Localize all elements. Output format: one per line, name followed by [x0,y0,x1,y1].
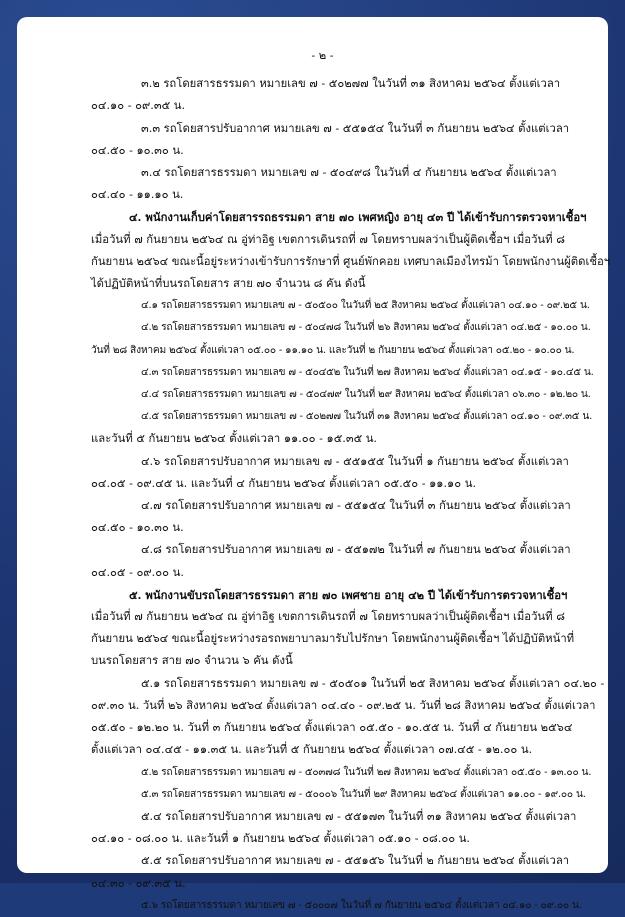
text-line: ๔.๘ รถโดยสารปรับอากาศ หมายเลข ๗ - ๕๕๑๗๒ ในวันที่ ๗ กันยายน ๒๕๖๔ ตั้งแต่เวลา [141,543,571,557]
text-line: ๓.๔ รถโดยสารธรรมดา หมายเลข ๗ - ๕๐๔๙๘ ในวันที่ ๔ กันยายน ๒๕๖๔ ตั้งแต่เวลา [141,166,557,180]
page-number: - ๒ - [311,49,334,62]
text-line: กันยายน ๒๕๖๔ ขณะนี้อยู่ระหว่างเข้ารับการรักษาที่ ศูนย์พักคอย เทศบาลเมืองไทรม้า โดยพนักงานผู้ติดเชื้อฯ [91,254,611,268]
text-line: ๕.๑ รถโดยสารธรรมดา หมายเลข ๗ - ๕๐๕๐๑ ในวันที่ ๒๕ สิงหาคม ๒๕๖๔ ตั้งแต่เวลา ๐๔.๒๐ - [141,676,605,690]
document-page [17,17,611,911]
text-line: ๐๕.๕๐ - ๑๒.๒๐ น. วันที่ ๓ กันยายน ๒๕๖๔ ตั้งแต่เวลา ๐๕.๕๐ - ๑๐.๕๕ น. วันที่ ๔ กันยายน ๒๕๖๔ [91,721,573,735]
text-line: ๐๔.๐๕ - ๐๙.๐๐ น. [91,565,184,579]
text-line: ๔. พนักงานเก็บค่าโดยสารรถธรรมดา สาย ๗๐ เพศหญิง อายุ ๔๓ ปี ได้เข้ารับการตรวจหาเชื้อฯ [129,210,587,225]
text-line: ได้ปฏิบัติหน้าที่บนรถโดยสาร สาย ๗๐ จำนวน ๘ คัน ดังนี้ [91,277,366,291]
text-line: เมื่อวันที่ ๗ กันยายน ๒๕๖๔ ณ อู่ท่าอิฐ เขตการเดินรถที่ ๗ โดยทราบผลว่าเป็นผู้ติดเชื้อฯ เมื่อวันที่ ๘ [91,610,565,624]
text-line: บนรถโดยสาร สาย ๗๐ จำนวน ๖ คัน ดังนี้ [91,654,293,668]
text-line: ตั้งแต่เวลา ๐๔.๔๕ - ๑๑.๓๕ น. และวันที่ ๕ กันยายน ๒๕๖๔ ตั้งแต่เวลา ๐๗.๔๕ - ๑๒.๐๐ น. [91,743,533,757]
text-line: ๓.๓ รถโดยสารปรับอากาศ หมายเลข ๗ - ๕๕๑๕๔ ในวันที่ ๓ กันยายน ๒๕๖๔ ตั้งแต่เวลา [141,121,570,135]
text-line: ๕.๕ รถโดยสารปรับอากาศ หมายเลข ๗ - ๕๕๑๕๖ ในวันที่ ๒ กันยายน ๒๕๖๔ ตั้งแต่เวลา [141,854,570,868]
text-line: ๔.๖ รถโดยสารปรับอากาศ หมายเลข ๗ - ๕๕๑๕๕ ในวันที่ ๑ กันยายน ๒๕๖๔ ตั้งแต่เวลา [141,454,569,468]
document-body [91,73,611,917]
text-line: เมื่อวันที่ ๗ กันยายน ๒๕๖๔ ณ อู่ท่าอิฐ เขตการเดินรถที่ ๗ โดยทราบผลว่าเป็นผู้ติดเชื้อฯ เมื่อวันที่ ๘ [91,232,565,246]
text-line: ๐๔.๐๕ - ๐๙.๔๕ น. และวันที่ ๔ กันยายน ๒๕๖๔ ตั้งแต่เวลา ๐๕.๕๐ - ๑๑.๑๐ น. [91,476,477,490]
text-line: ๐๔.๔๐ - ๑๑.๑๐ น. [91,188,184,202]
text-line: ๔.๑ รถโดยสารธรรมดา หมายเลข ๗ - ๕๐๕๐๐ ในวันที่ ๒๕ สิงหาคม ๒๕๖๔ ตั้งแต่เวลา ๐๔.๑๐ - ๐๙.๒๕ น. [141,300,590,312]
text-line: ๐๔.๓๐ - ๐๙.๓๕ น. [91,876,186,890]
text-line: ๔.๗ รถโดยสารปรับอากาศ หมายเลข ๗ - ๕๕๑๕๔ ในวันที่ ๓ กันยายน ๒๕๖๔ ตั้งแต่เวลา [141,499,571,513]
text-line: ๔.๒ รถโดยสารธรรมดา หมายเลข ๗ - ๕๐๔๗๘ ในวันที่ ๒๖ สิงหาคม ๒๕๖๔ ตั้งแต่เวลา ๐๔.๒๕ - ๑๐.๐๐ น. [141,322,591,334]
text-line: ๕. พนักงานขับรถโดยสารธรรมดา สาย ๗๐ เพศชาย อายุ ๔๒ ปี ได้เข้ารับการตรวจหาเชื้อฯ [129,587,568,602]
text-line: ๐๙.๓๐ น. วันที่ ๒๖ สิงหาคม ๒๕๖๔ ตั้งแต่เวลา ๐๔.๔๐ - ๐๙.๒๕ น. วันที่ ๒๘ สิงหาคม ๒๕๖๔ ตั้งแต่เวลา [91,698,596,712]
text-line: ๕.๖ รถโดยสารธรรมดา หมายเลข ๗ - ๕๐๐๐๗ ในวันที่ ๗ กันยายน ๒๕๖๔ ตั้งแต่เวลา ๐๔.๑๐ - ๐๙.๐๐ น. [141,899,582,911]
text-line: วันที่ ๒๘ สิงหาคม ๒๕๖๔ ตั้งแต่เวลา ๐๕.๐๐ - ๑๑.๑๐ น. และวันที่ ๒ กันยายน ๒๕๖๔ ตั้งแต่เวลา ๐๕.๒๐ - ๑๐.๐๐ น. [91,344,575,356]
text-line: ๔.๔ รถโดยสารธรรมดา หมายเลข ๗ - ๕๐๔๗๙ ในวันที่ ๒๙ สิงหาคม ๒๕๖๔ ตั้งแต่เวลา ๐๖.๓๐ - ๑๒.๒๐ น. [141,389,591,401]
text-line: ๔.๕ รถโดยสารธรรมดา หมายเลข ๗ - ๕๐๒๗๗ ในวันที่ ๓๑ สิงหาคม ๒๕๖๔ ตั้งแต่เวลา ๐๔.๑๐ - ๐๙.๓๕ น. [141,411,593,423]
text-line: ๐๔.๕๐ - ๑๐.๓๐ น. [91,143,184,157]
text-line: ๔.๓ รถโดยสารธรรมดา หมายเลข ๗ - ๕๐๔๕๒ ในวันที่ ๒๗ สิงหาคม ๒๕๖๔ ตั้งแต่เวลา ๐๔.๑๕ - ๑๐.๔๕ น. [141,366,594,378]
text-line: กันยายน ๒๕๖๔ ขณะนี้อยู่ระหว่างรอรถพยาบาลมารับไปรักษา โดยพนักงานผู้ติดเชื้อฯ ได้ปฏิบัติหน้าที่ [91,632,575,646]
text-line: ๐๔.๑๐ - ๐๘.๐๐ น. และวันที่ ๑ กันยายน ๒๕๖๔ ตั้งแต่เวลา ๐๕.๑๐ - ๐๘.๐๐ น. [91,832,471,846]
text-line: ๕.๓ รถโดยสารธรรมดา หมายเลข ๗ - ๕๐๐๐๖ ในวันที่ ๒๙ สิงหาคม ๒๕๖๔ ตั้งแต่เวลา ๑๑.๐๐ - ๑๙.๐๐ น. [141,788,586,800]
text-line: ๐๔.๕๐ - ๑๐.๓๐ น. [91,521,184,535]
text-line: ๓.๒ รถโดยสารธรรมดา หมายเลข ๗ - ๕๐๒๗๗ ในวันที่ ๓๑ สิงหาคม ๒๕๖๔ ตั้งแต่เวลา [141,77,561,91]
text-line: ๕.๒ รถโดยสารธรรมดา หมายเลข ๗ - ๕๐๓๗๘ ในวันที่ ๒๗ สิงหาคม ๒๕๖๔ ตั้งแต่เวลา ๐๕.๕๐ - ๑๓.๐๐ น. [141,766,592,778]
text-line: ๕.๔ รถโดยสารปรับอากาศ หมายเลข ๗ - ๕๕๑๗๓ ในวันที่ ๓๑ สิงหาคม ๒๕๖๔ ตั้งแต่เวลา [141,809,577,823]
text-line: ๐๔.๑๐ - ๐๙.๓๕ น. [91,99,186,113]
text-line: และวันที่ ๕ กันยายน ๒๕๖๔ ตั้งแต่เวลา ๑๑.๐๐ - ๑๕.๓๕ น. [91,432,378,446]
